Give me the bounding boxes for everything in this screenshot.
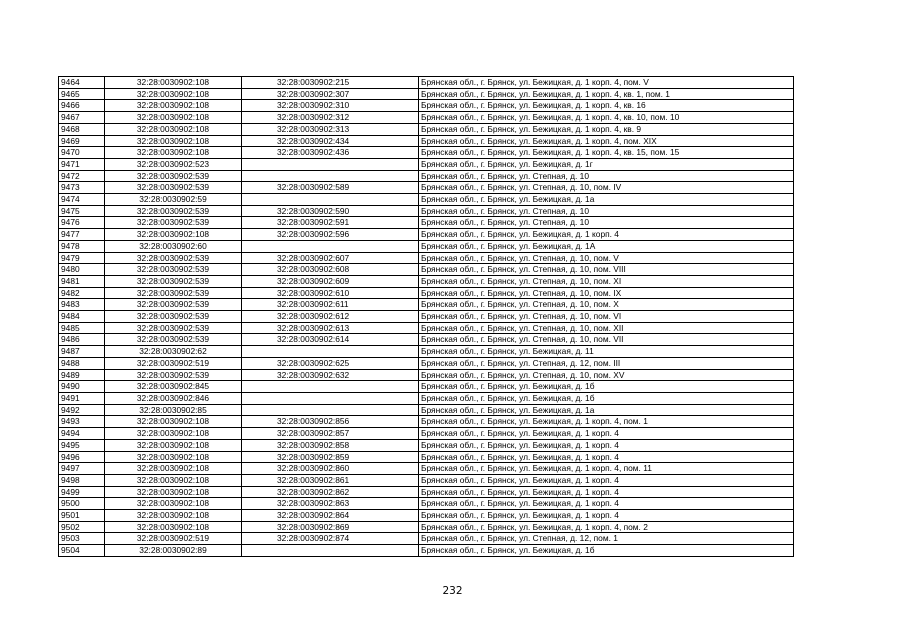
cadastral-number-cell: 32:28:0030902:863: [242, 498, 419, 510]
table-row: [59, 416, 794, 428]
table-row: [59, 346, 794, 358]
table-row: [59, 287, 794, 299]
cadastral-number-cell: 32:28:0030902:596: [242, 229, 419, 241]
address-cell: Брянская обл., г. Брянск, ул. Бежицкая, д. 1а: [419, 194, 794, 206]
address-cell: Брянская обл., г. Брянск, ул. Бежицкая, д. 1б: [419, 545, 794, 557]
row-number-cell: 9485: [59, 322, 105, 334]
table-row: [59, 135, 794, 147]
parent-cadastral-number-cell: 32:28:0030902:539: [105, 322, 242, 334]
cadastral-number-cell: 32:28:0030902:312: [242, 112, 419, 124]
table-row: [59, 100, 794, 112]
row-number-cell: 9502: [59, 521, 105, 533]
parent-cadastral-number-cell: 32:28:0030902:108: [105, 147, 242, 159]
table-body: [59, 77, 794, 557]
row-number-cell: 9501: [59, 510, 105, 522]
parent-cadastral-number-cell: 32:28:0030902:845: [105, 381, 242, 393]
table-row: [59, 240, 794, 252]
parent-cadastral-number-cell: 32:28:0030902:108: [105, 123, 242, 135]
parent-cadastral-number-cell: 32:28:0030902:523: [105, 158, 242, 170]
table-row: [59, 510, 794, 522]
parent-cadastral-number-cell: 32:28:0030902:539: [105, 217, 242, 229]
cadastral-number-cell: 32:28:0030902:859: [242, 451, 419, 463]
parent-cadastral-number-cell: 32:28:0030902:519: [105, 357, 242, 369]
address-cell: Брянская обл., г. Брянск, ул. Бежицкая, д. 1 корп. 4, пом. 2: [419, 521, 794, 533]
cadastral-number-cell: [242, 545, 419, 557]
cadastral-number-cell: 32:28:0030902:591: [242, 217, 419, 229]
table-row: [59, 498, 794, 510]
row-number-cell: 9481: [59, 275, 105, 287]
parent-cadastral-number-cell: 32:28:0030902:539: [105, 311, 242, 323]
row-number-cell: 9477: [59, 229, 105, 241]
address-cell: Брянская обл., г. Брянск, ул. Степная, д. 10, пом. VIII: [419, 264, 794, 276]
cadastral-number-cell: [242, 158, 419, 170]
row-number-cell: 9492: [59, 404, 105, 416]
row-number-cell: 9467: [59, 112, 105, 124]
row-number-cell: 9490: [59, 381, 105, 393]
row-number-cell: 9495: [59, 439, 105, 451]
table-row: [59, 404, 794, 416]
table-row: [59, 217, 794, 229]
cadastral-number-cell: 32:28:0030902:860: [242, 463, 419, 475]
cadastral-number-cell: 32:28:0030902:607: [242, 252, 419, 264]
cadastral-number-cell: [242, 404, 419, 416]
cadastral-number-cell: 32:28:0030902:608: [242, 264, 419, 276]
parent-cadastral-number-cell: 32:28:0030902:108: [105, 77, 242, 89]
cadastral-table: [58, 76, 794, 557]
parent-cadastral-number-cell: 32:28:0030902:539: [105, 170, 242, 182]
parent-cadastral-number-cell: 32:28:0030902:519: [105, 533, 242, 545]
row-number-cell: 9474: [59, 194, 105, 206]
row-number-cell: 9497: [59, 463, 105, 475]
row-number-cell: 9488: [59, 357, 105, 369]
parent-cadastral-number-cell: 32:28:0030902:539: [105, 182, 242, 194]
cadastral-number-cell: [242, 170, 419, 182]
row-number-cell: 9475: [59, 205, 105, 217]
address-cell: Брянская обл., г. Брянск, ул. Бежицкая, д. 1 корп. 4: [419, 451, 794, 463]
cadastral-number-cell: 32:28:0030902:614: [242, 334, 419, 346]
cadastral-number-cell: 32:28:0030902:612: [242, 311, 419, 323]
row-number-cell: 9466: [59, 100, 105, 112]
row-number-cell: 9471: [59, 158, 105, 170]
address-cell: Брянская обл., г. Брянск, ул. Бежицкая, д. 1г: [419, 158, 794, 170]
row-number-cell: 9482: [59, 287, 105, 299]
page-number: 232: [442, 585, 463, 597]
address-cell: Брянская обл., г. Брянск, ул. Степная, д. 10, пом. IV: [419, 182, 794, 194]
table-row: [59, 311, 794, 323]
parent-cadastral-number-cell: 32:28:0030902:108: [105, 135, 242, 147]
row-number-cell: 9499: [59, 486, 105, 498]
address-cell: Брянская обл., г. Брянск, ул. Бежицкая, д. 1 корп. 4, кв. 10, пом. 10: [419, 112, 794, 124]
table-row: [59, 545, 794, 557]
parent-cadastral-number-cell: 32:28:0030902:108: [105, 428, 242, 440]
cadastral-number-cell: 32:28:0030902:864: [242, 510, 419, 522]
cadastral-number-cell: 32:28:0030902:310: [242, 100, 419, 112]
row-number-cell: 9480: [59, 264, 105, 276]
row-number-cell: 9504: [59, 545, 105, 557]
cadastral-number-cell: 32:28:0030902:590: [242, 205, 419, 217]
cadastral-number-cell: 32:28:0030902:307: [242, 88, 419, 100]
address-cell: Брянская обл., г. Брянск, ул. Степная, д. 10, пом. IX: [419, 287, 794, 299]
parent-cadastral-number-cell: 32:28:0030902:108: [105, 474, 242, 486]
table-row: [59, 299, 794, 311]
address-cell: Брянская обл., г. Брянск, ул. Степная, д. 12, пом. III: [419, 357, 794, 369]
cadastral-number-cell: 32:28:0030902:862: [242, 486, 419, 498]
address-cell: Брянская обл., г. Брянск, ул. Бежицкая, д. 1 корп. 4: [419, 229, 794, 241]
row-number-cell: 9472: [59, 170, 105, 182]
table-row: [59, 381, 794, 393]
cadastral-number-cell: 32:28:0030902:857: [242, 428, 419, 440]
cadastral-number-cell: 32:28:0030902:613: [242, 322, 419, 334]
parent-cadastral-number-cell: 32:28:0030902:539: [105, 252, 242, 264]
parent-cadastral-number-cell: 32:28:0030902:108: [105, 451, 242, 463]
row-number-cell: 9473: [59, 182, 105, 194]
address-cell: Брянская обл., г. Брянск, ул. Бежицкая, д. 1 корп. 4, кв. 15, пом. 15: [419, 147, 794, 159]
table-row: [59, 334, 794, 346]
table-row: [59, 88, 794, 100]
parent-cadastral-number-cell: 32:28:0030902:539: [105, 287, 242, 299]
parent-cadastral-number-cell: 32:28:0030902:539: [105, 275, 242, 287]
cadastral-number-cell: 32:28:0030902:611: [242, 299, 419, 311]
parent-cadastral-number-cell: 32:28:0030902:108: [105, 100, 242, 112]
cadastral-number-cell: 32:28:0030902:215: [242, 77, 419, 89]
address-cell: Брянская обл., г. Брянск, ул. Степная, д. 10: [419, 205, 794, 217]
row-number-cell: 9491: [59, 392, 105, 404]
parent-cadastral-number-cell: 32:28:0030902:539: [105, 264, 242, 276]
table-row: [59, 486, 794, 498]
row-number-cell: 9494: [59, 428, 105, 440]
cadastral-number-cell: 32:28:0030902:625: [242, 357, 419, 369]
address-cell: Брянская обл., г. Брянск, ул. Бежицкая, д. 1 корп. 4: [419, 428, 794, 440]
row-number-cell: 9493: [59, 416, 105, 428]
table-row: [59, 123, 794, 135]
row-number-cell: 9500: [59, 498, 105, 510]
table-row: [59, 451, 794, 463]
cadastral-number-cell: 32:28:0030902:436: [242, 147, 419, 159]
address-cell: Брянская обл., г. Брянск, ул. Бежицкая, д. 1 корп. 4, кв. 9: [419, 123, 794, 135]
address-cell: Брянская обл., г. Брянск, ул. Степная, д. 10, пом. XII: [419, 322, 794, 334]
table-row: [59, 170, 794, 182]
row-number-cell: 9496: [59, 451, 105, 463]
parent-cadastral-number-cell: 32:28:0030902:846: [105, 392, 242, 404]
table-row: [59, 264, 794, 276]
cadastral-number-cell: 32:28:0030902:313: [242, 123, 419, 135]
parent-cadastral-number-cell: 32:28:0030902:108: [105, 510, 242, 522]
table-row: [59, 205, 794, 217]
cadastral-number-cell: 32:28:0030902:856: [242, 416, 419, 428]
address-cell: Брянская обл., г. Брянск, ул. Бежицкая, д. 1б: [419, 381, 794, 393]
table-row: [59, 322, 794, 334]
parent-cadastral-number-cell: 32:28:0030902:108: [105, 88, 242, 100]
address-cell: Брянская обл., г. Брянск, ул. Бежицкая, д. 1 корп. 4, пом. V: [419, 77, 794, 89]
parent-cadastral-number-cell: 32:28:0030902:108: [105, 439, 242, 451]
table-row: [59, 112, 794, 124]
table-row: [59, 474, 794, 486]
table-row: [59, 147, 794, 159]
address-cell: Брянская обл., г. Брянск, ул. Бежицкая, д. 1б: [419, 392, 794, 404]
parent-cadastral-number-cell: 32:28:0030902:108: [105, 416, 242, 428]
row-number-cell: 9503: [59, 533, 105, 545]
cadastral-number-cell: 32:28:0030902:869: [242, 521, 419, 533]
address-cell: Брянская обл., г. Брянск, ул. Бежицкая, д. 11: [419, 346, 794, 358]
parent-cadastral-number-cell: 32:28:0030902:108: [105, 463, 242, 475]
parent-cadastral-number-cell: 32:28:0030902:108: [105, 521, 242, 533]
row-number-cell: 9489: [59, 369, 105, 381]
row-number-cell: 9465: [59, 88, 105, 100]
table-row: [59, 158, 794, 170]
table-row: [59, 369, 794, 381]
parent-cadastral-number-cell: 32:28:0030902:60: [105, 240, 242, 252]
cadastral-number-cell: 32:28:0030902:632: [242, 369, 419, 381]
table-row: [59, 521, 794, 533]
address-cell: Брянская обл., г. Брянск, ул. Степная, д. 10, пом. VI: [419, 311, 794, 323]
address-cell: Брянская обл., г. Брянск, ул. Степная, д. 10: [419, 170, 794, 182]
table-row: [59, 229, 794, 241]
table-row: [59, 194, 794, 206]
table-row: [59, 428, 794, 440]
parent-cadastral-number-cell: 32:28:0030902:108: [105, 486, 242, 498]
address-cell: Брянская обл., г. Брянск, ул. Степная, д. 10, пом. X: [419, 299, 794, 311]
row-number-cell: 9470: [59, 147, 105, 159]
row-number-cell: 9479: [59, 252, 105, 264]
address-cell: Брянская обл., г. Брянск, ул. Степная, д. 10, пом. V: [419, 252, 794, 264]
parent-cadastral-number-cell: 32:28:0030902:108: [105, 229, 242, 241]
address-cell: Брянская обл., г. Брянск, ул. Бежицкая, д. 1 корп. 4: [419, 498, 794, 510]
address-cell: Брянская обл., г. Брянск, ул. Степная, д. 10: [419, 217, 794, 229]
address-cell: Брянская обл., г. Брянск, ул. Бежицкая, д. 1а: [419, 404, 794, 416]
cadastral-number-cell: [242, 240, 419, 252]
cadastral-number-cell: [242, 194, 419, 206]
address-cell: Брянская обл., г. Брянск, ул. Бежицкая, д. 1 корп. 4, пом. 11: [419, 463, 794, 475]
address-cell: Брянская обл., г. Брянск, ул. Бежицкая, д. 1 корп. 4: [419, 474, 794, 486]
address-cell: Брянская обл., г. Брянск, ул. Бежицкая, д. 1 корп. 4, пом. XIX: [419, 135, 794, 147]
row-number-cell: 9468: [59, 123, 105, 135]
parent-cadastral-number-cell: 32:28:0030902:539: [105, 334, 242, 346]
cadastral-number-cell: 32:28:0030902:861: [242, 474, 419, 486]
parent-cadastral-number-cell: 32:28:0030902:89: [105, 545, 242, 557]
parent-cadastral-number-cell: 32:28:0030902:108: [105, 498, 242, 510]
cadastral-number-cell: 32:28:0030902:434: [242, 135, 419, 147]
row-number-cell: 9476: [59, 217, 105, 229]
address-cell: Брянская обл., г. Брянск, ул. Степная, д. 10, пом. XV: [419, 369, 794, 381]
table-row: [59, 439, 794, 451]
table-row: [59, 392, 794, 404]
cadastral-number-cell: 32:28:0030902:610: [242, 287, 419, 299]
table-row: [59, 77, 794, 89]
parent-cadastral-number-cell: 32:28:0030902:539: [105, 299, 242, 311]
cadastral-number-cell: 32:28:0030902:609: [242, 275, 419, 287]
parent-cadastral-number-cell: 32:28:0030902:108: [105, 112, 242, 124]
cadastral-number-cell: [242, 392, 419, 404]
row-number-cell: 9484: [59, 311, 105, 323]
table-row: [59, 533, 794, 545]
row-number-cell: 9486: [59, 334, 105, 346]
address-cell: Брянская обл., г. Брянск, ул. Степная, д. 10, пом. XI: [419, 275, 794, 287]
parent-cadastral-number-cell: 32:28:0030902:62: [105, 346, 242, 358]
cadastral-number-cell: 32:28:0030902:874: [242, 533, 419, 545]
address-cell: Брянская обл., г. Брянск, ул. Бежицкая, д. 1 корп. 4: [419, 510, 794, 522]
address-cell: Брянская обл., г. Брянск, ул. Бежицкая, д. 1 корп. 4, пом. 1: [419, 416, 794, 428]
cadastral-number-cell: [242, 346, 419, 358]
address-cell: Брянская обл., г. Брянск, ул. Бежицкая, д. 1 корп. 4: [419, 486, 794, 498]
cadastral-number-cell: 32:28:0030902:858: [242, 439, 419, 451]
table-row: [59, 463, 794, 475]
parent-cadastral-number-cell: 32:28:0030902:539: [105, 369, 242, 381]
cadastral-number-cell: [242, 381, 419, 393]
address-cell: Брянская обл., г. Брянск, ул. Степная, д. 10, пом. VII: [419, 334, 794, 346]
cadastral-number-cell: 32:28:0030902:589: [242, 182, 419, 194]
table-row: [59, 252, 794, 264]
address-cell: Брянская обл., г. Брянск, ул. Бежицкая, д. 1 корп. 4, кв. 1, пом. 1: [419, 88, 794, 100]
table-row: [59, 357, 794, 369]
table-row: [59, 182, 794, 194]
row-number-cell: 9487: [59, 346, 105, 358]
row-number-cell: 9464: [59, 77, 105, 89]
address-cell: Брянская обл., г. Брянск, ул. Бежицкая, д. 1 корп. 4, кв. 16: [419, 100, 794, 112]
row-number-cell: 9478: [59, 240, 105, 252]
parent-cadastral-number-cell: 32:28:0030902:85: [105, 404, 242, 416]
address-cell: Брянская обл., г. Брянск, ул. Степная, д. 12, пом. 1: [419, 533, 794, 545]
row-number-cell: 9483: [59, 299, 105, 311]
row-number-cell: 9469: [59, 135, 105, 147]
parent-cadastral-number-cell: 32:28:0030902:59: [105, 194, 242, 206]
table-row: [59, 275, 794, 287]
parent-cadastral-number-cell: 32:28:0030902:539: [105, 205, 242, 217]
address-cell: Брянская обл., г. Брянск, ул. Бежицкая, д. 1А: [419, 240, 794, 252]
address-cell: Брянская обл., г. Брянск, ул. Бежицкая, д. 1 корп. 4: [419, 439, 794, 451]
row-number-cell: 9498: [59, 474, 105, 486]
